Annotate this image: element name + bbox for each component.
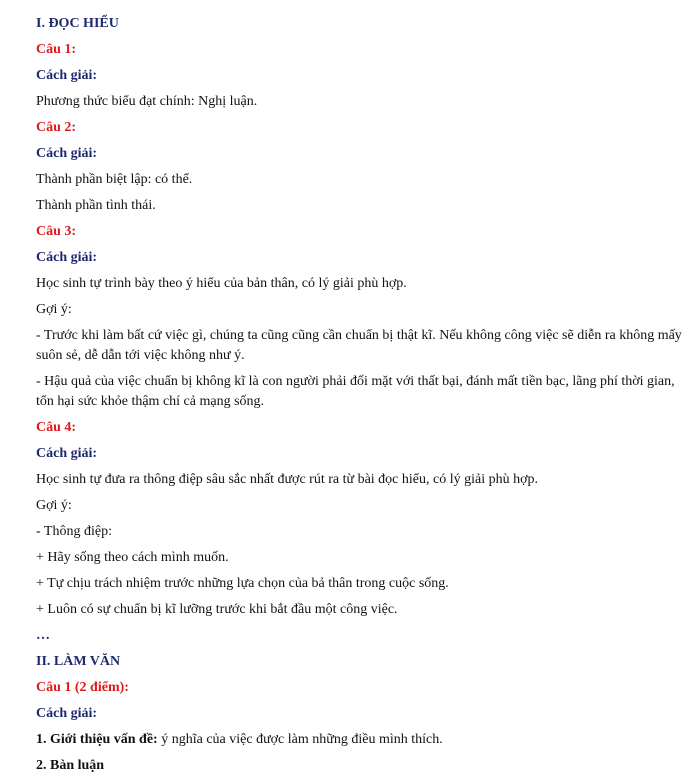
question-4-hint-2: + Hãy sống theo cách mình muốn.	[36, 550, 229, 565]
question-3-answer-1: Học sinh tự trình bày theo ý hiểu của bản thân, có lý giải phù hợp.	[36, 276, 407, 291]
intro-heading: 1. Giới thiệu vấn đề:	[36, 732, 158, 747]
intro-text: ý nghĩa của việc được làm những điều mình thích.	[157, 732, 443, 747]
question-3-method-label: Cách giải:	[36, 250, 98, 265]
question-3-hint-1: - Trước khi làm bất cứ việc gì, chúng ta cũng cũng cần chuẩn bị thật kĩ. Nếu không công việc sẽ diễn ra không mấy suôn sẻ, dễ dẫn tới việc không như ý.	[36, 328, 682, 363]
writing-question-1-method-label: Cách giải:	[36, 706, 98, 721]
question-1-label: Câu 1:	[36, 42, 77, 57]
question-2-method-label: Cách giải:	[36, 146, 98, 161]
question-4-label: Câu 4:	[36, 420, 77, 435]
question-2-answer-2: Thành phần tình thái.	[36, 198, 156, 213]
section-title-writing: II. LÀM VĂN	[36, 654, 121, 669]
question-4-hint-1: - Thông điệp:	[36, 524, 112, 539]
question-3-hint-2: - Hậu quả của việc chuẩn bị không kĩ là con người phải đối mặt với thất bại, đánh mất tiền bạc, lãng phí thời gian, tổn hại sức khỏe thậm chí cả mạng sống.	[36, 374, 675, 409]
question-4-answer-1: Học sinh tự đưa ra thông điệp sâu sắc nhất được rút ra từ bài đọc hiểu, có lý giải phù hợp.	[36, 472, 538, 487]
question-4-hint-4: + Luôn có sự chuẩn bị kĩ lưỡng trước khi bắt đầu một công việc.	[36, 602, 398, 617]
question-3-hint-label: Gợi ý:	[36, 302, 72, 317]
writing-question-1-label: Câu 1 (2 điểm):	[36, 680, 129, 695]
question-1-answer: Phương thức biểu đạt chính: Nghị luận.	[36, 94, 258, 109]
question-1-method-label: Cách giải:	[36, 68, 98, 83]
question-4-hint-3: + Tự chịu trách nhiệm trước những lựa chọn của bả thân trong cuộc sống.	[36, 576, 449, 591]
question-2-label: Câu 2:	[36, 120, 77, 135]
discussion-heading: 2. Bàn luận	[36, 758, 105, 773]
writing-question-1-intro	[36, 730, 682, 750]
question-4-hint-label: Gợi ý:	[36, 498, 72, 513]
question-3-label: Câu 3:	[36, 224, 77, 239]
question-2-answer-1: Thành phần biệt lập: có thể.	[36, 172, 193, 187]
writing-question-1-discussion	[36, 756, 682, 776]
question-4-method-label: Cách giải:	[36, 446, 98, 461]
ellipsis: …	[36, 628, 50, 643]
section-title-reading: I. ĐỌC HIỂU	[36, 16, 119, 31]
